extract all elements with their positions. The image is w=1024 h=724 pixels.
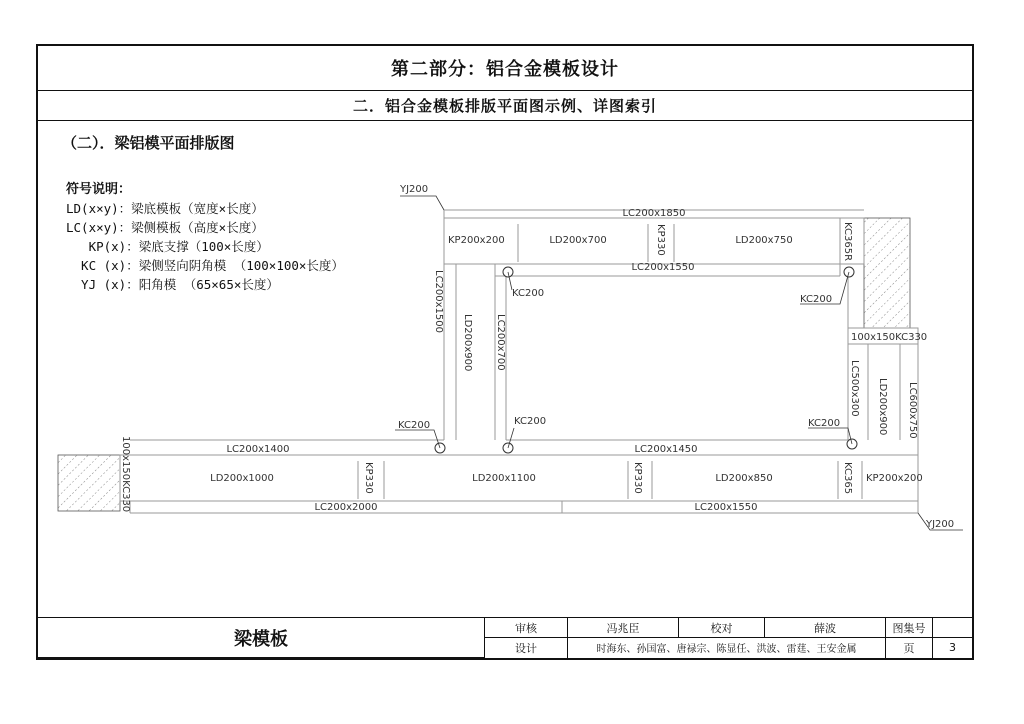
- legend-line: KC (x)：梁侧竖向阴角模 （100×100×长度）: [66, 258, 344, 273]
- legend-line: LD(x×y)：梁底模板（宽度×长度）: [66, 201, 264, 216]
- legend-line: LC(x×y)：梁侧模板（高度×长度）: [66, 220, 264, 235]
- design-names: 时海东、孙国富、唐禄宗、陈显任、洪波、雷莛、王安金属: [568, 638, 886, 658]
- label-ld-bottom-1: LD200x1000: [210, 473, 274, 484]
- label-ld-bottom-3: LD200x850: [715, 473, 773, 484]
- label-kp-bottom-2: KP330: [632, 462, 643, 494]
- label-yj-bottom: YJ200: [926, 519, 955, 530]
- label-ld-right: LD200x900: [877, 378, 888, 436]
- label-ld-top-2: LD200x750: [735, 235, 793, 246]
- label-kp-bottom-1: KP330: [363, 462, 374, 494]
- label-ld-top-1: LD200x700: [549, 235, 607, 246]
- page-subtitle: 二．铝合金模板排版平面图示例、详图索引: [38, 90, 972, 121]
- label-lc-left-inner: LC200x700: [495, 314, 506, 371]
- design-label: 设计: [485, 638, 568, 658]
- top-beam: [444, 218, 864, 264]
- label-ld-bottom-2: LD200x1100: [472, 473, 536, 484]
- legend-title: 符号说明：: [66, 182, 132, 197]
- label-lc-right-1: LC500x300: [849, 360, 860, 417]
- label-lc-top-inner: LC200x1550: [631, 262, 695, 273]
- label-side-left: 100x150KC330: [120, 436, 131, 513]
- label-kc-bottom: KC365: [842, 462, 853, 495]
- label-kp-top-left: KP200x200: [448, 235, 505, 246]
- atlas-label: 图集号: [886, 618, 933, 638]
- label-kc-top-right: KC365R: [842, 222, 853, 262]
- drawing-name: 梁模板: [38, 618, 485, 658]
- check-label: 校对: [679, 618, 765, 638]
- label-lc-bottom-d: LC200x1550: [694, 502, 758, 513]
- label-lc-bottom-b: LC200x1450: [634, 444, 698, 455]
- section-heading: （二）．梁铝模平面排版图: [62, 134, 235, 152]
- label-yj-top: YJ200: [400, 184, 429, 195]
- label-lc-left-outer: LC200x1500: [433, 270, 444, 334]
- label-kp-bottom-right: KP200x200: [866, 473, 923, 484]
- label-kp-top-mid: KP330: [655, 224, 666, 256]
- legend-line: YJ (x)：阳角模 （65×65×长度）: [66, 277, 279, 292]
- review-name: 冯兆臣: [568, 618, 679, 638]
- label-lc-bottom-c: LC200x2000: [314, 502, 378, 513]
- label-kc-d: KC200: [514, 416, 547, 427]
- label-lc-right-2: LC600x750: [907, 382, 918, 439]
- page-title: 第二部分：铝合金模板设计: [38, 46, 972, 91]
- check-name: 薛波: [765, 618, 886, 638]
- wall-right-hatch: [864, 218, 910, 328]
- label-lc-top: LC200x1850: [622, 208, 686, 219]
- page-label: 页: [886, 638, 933, 658]
- label-lc-right-top: 100x150KC330: [851, 332, 928, 343]
- page-number: 3: [933, 638, 973, 658]
- label-kc-b: KC200: [800, 294, 833, 305]
- label-kc-a: KC200: [512, 288, 545, 299]
- label-kc-e: KC200: [808, 418, 841, 429]
- label-kc-c: KC200: [398, 420, 431, 431]
- label-lc-bottom-a: LC200x1400: [226, 444, 290, 455]
- wall-left-hatch: [58, 455, 120, 511]
- legend-line: KP(x)：梁底支撑（100×长度）: [66, 239, 269, 254]
- review-label: 审核: [485, 618, 568, 638]
- label-ld-left: LD200x900: [462, 314, 473, 372]
